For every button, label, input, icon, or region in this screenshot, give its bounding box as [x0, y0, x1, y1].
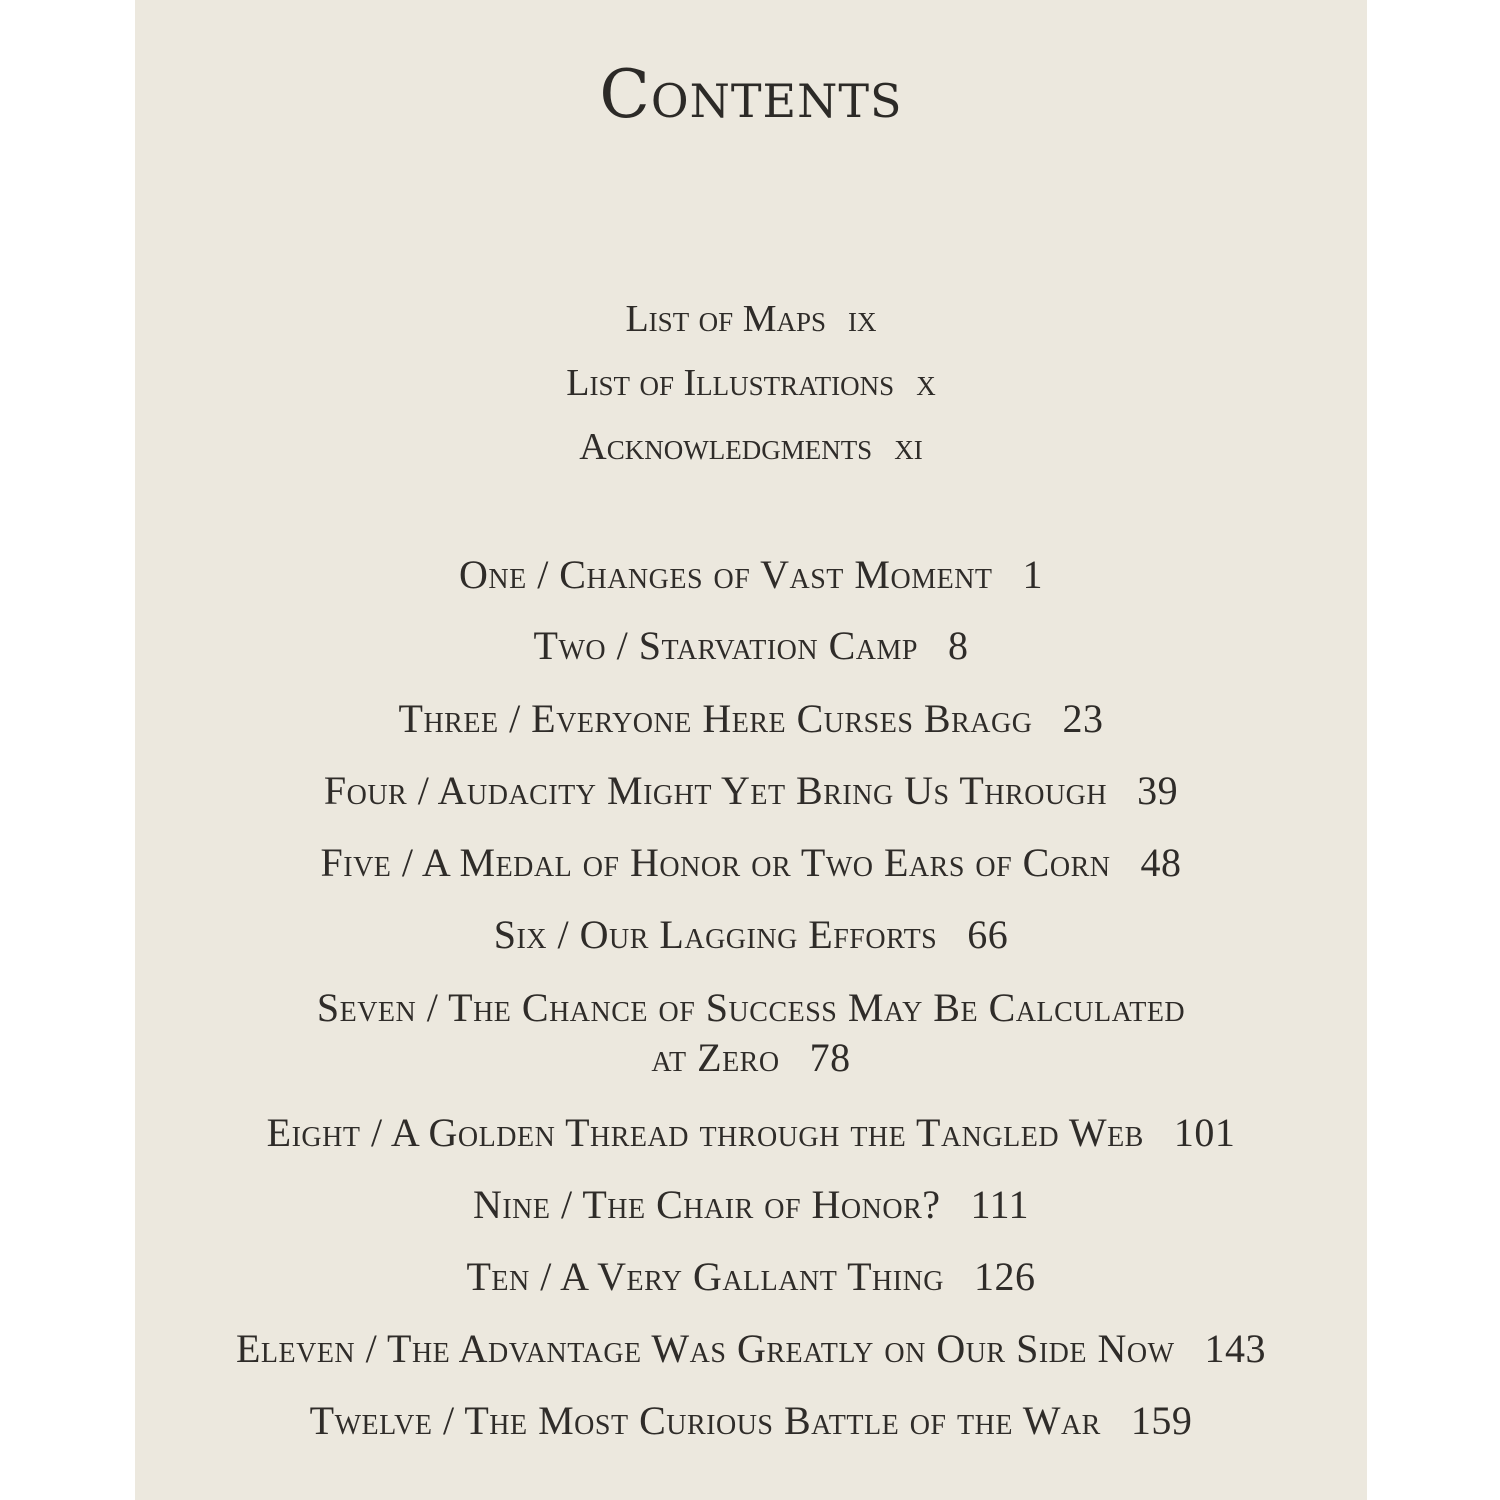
chapter-page: 48: [1140, 840, 1182, 885]
chapter-label: Seven / The Chance of Success May Be Calculated: [316, 985, 1186, 1030]
toc-entry-page: ix: [848, 298, 877, 340]
chapter-label: Five / A Medal of Honor or Two Ears of Corn: [320, 840, 1111, 885]
toc-chapter-three: [135, 696, 1367, 741]
chapter-label-continuation: [135, 1035, 1367, 1080]
toc-chapter-eight: [135, 1110, 1367, 1155]
chapter-label: Eight / A Golden Thread through the Tangled Web: [266, 1110, 1144, 1155]
toc-chapter-five: [135, 840, 1367, 885]
chapter-page: 143: [1204, 1326, 1267, 1371]
toc-chapter-nine: [135, 1182, 1367, 1227]
chapter-label: Two / Starvation Camp: [533, 623, 918, 668]
toc-chapter-seven: [135, 985, 1367, 1080]
book-page: [135, 0, 1367, 1500]
toc-chapter-two: [135, 623, 1367, 668]
chapter-label: Eleven / The Advantage Was Greatly on Our Side Now: [235, 1326, 1175, 1371]
toc-chapter-eleven: [135, 1326, 1367, 1371]
chapter-label: One / Changes of Vast Moment: [458, 552, 993, 597]
chapter-label: Ten / A Very Gallant Thing: [466, 1254, 945, 1299]
chapter-page: 23: [1062, 696, 1104, 741]
toc-chapter-six: [135, 912, 1367, 957]
chapter-page: 1: [1022, 552, 1044, 597]
chapter-page: 78: [809, 1035, 851, 1080]
toc-chapter-four: [135, 768, 1367, 813]
chapter-page: 126: [974, 1254, 1036, 1299]
chapter-label: Four / Audacity Might Yet Bring Us Through: [323, 768, 1108, 813]
chapter-page: 39: [1137, 768, 1179, 813]
chapter-label: Twelve / The Most Curious Battle of the War: [309, 1398, 1101, 1443]
chapter-page: 66: [967, 912, 1009, 957]
toc-entry-label: Acknowledgments: [579, 426, 873, 468]
chapter-page: 159: [1130, 1398, 1193, 1443]
toc-entry-list-of-maps: [135, 300, 1367, 338]
toc-chapter-one: [135, 552, 1367, 597]
toc-entry-label: List of Illustrations: [566, 362, 895, 404]
chapter-label: Six / Our Lagging Efforts: [493, 912, 938, 957]
chapter-label: Nine / The Chair of Honor?: [472, 1182, 941, 1227]
chapter-label: Three / Everyone Here Curses Bragg: [398, 696, 1033, 741]
toc-entry-page: x: [916, 362, 936, 404]
toc-chapter-twelve: [135, 1398, 1367, 1443]
toc-entry-label: List of Maps: [625, 298, 827, 340]
toc-chapter-ten: [135, 1254, 1367, 1299]
toc-entry-page: xi: [894, 426, 923, 468]
chapter-label-cont: at Zero: [651, 1035, 780, 1080]
chapter-page: 101: [1173, 1110, 1236, 1155]
toc-entry-acknowledgments: [135, 428, 1367, 466]
page-title: Contents: [599, 56, 903, 133]
chapter-page: 111: [970, 1182, 1030, 1227]
toc-entry-list-of-illustrations: [135, 364, 1367, 402]
chapter-page: 8: [947, 623, 969, 668]
